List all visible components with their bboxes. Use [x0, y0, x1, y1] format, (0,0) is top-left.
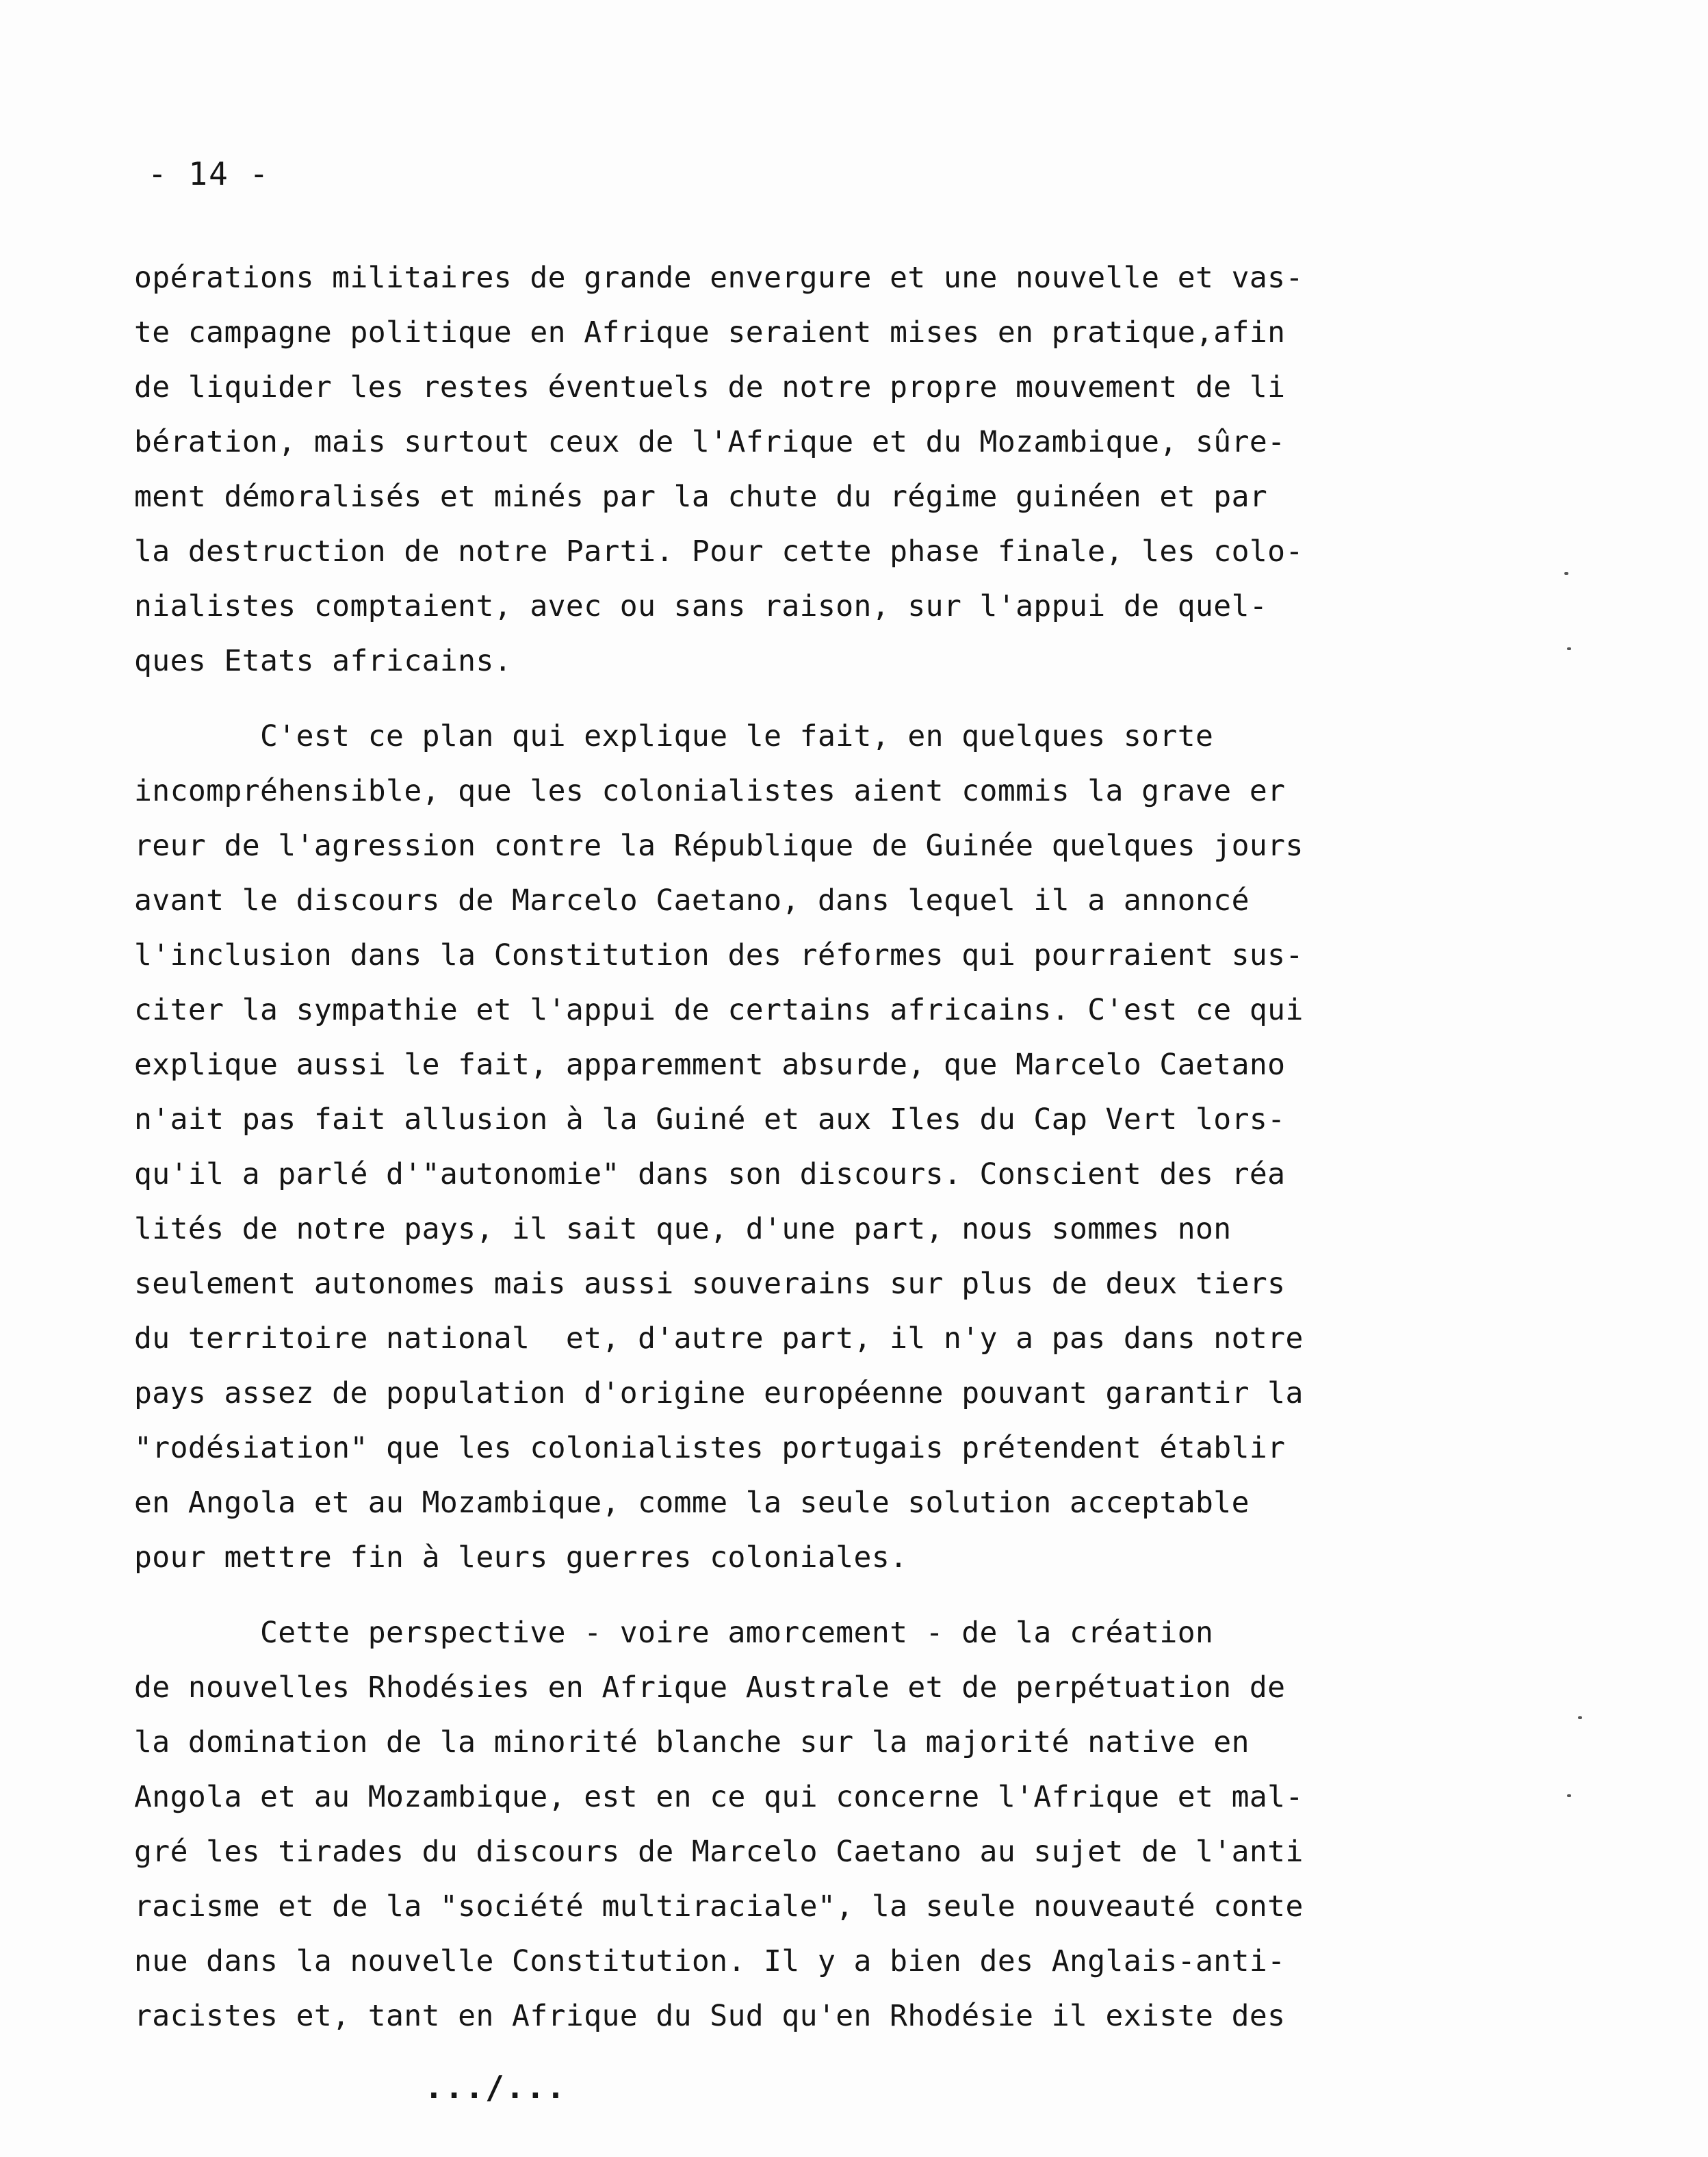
paragraph-3-line-7: nue dans la nouvelle Constitution. Il y a bien des Anglais-anti-	[134, 1944, 1286, 1978]
paragraph-2-line-12: du territoire national et, d'autre part, il n'y a pas dans notre	[134, 1321, 1304, 1356]
paragraph-3-line-1: Cette perspective - voire amorcement - de la création	[134, 1616, 1214, 1650]
paragraph-2-line-9: qu'il a parlé d'"autonomie" dans son discours. Conscient des réa	[134, 1157, 1286, 1191]
paragraph-1-line-6: la destruction de notre Parti. Pour cette phase finale, les colo-	[134, 534, 1304, 569]
paragraph-1-line-8: ques Etats africains.	[134, 644, 513, 678]
paragraph-1-line-5: ment démoralisés et minés par la chute du régime guinéen et par	[134, 480, 1268, 514]
paragraph-1-line-3: de liquider les restes éventuels de notre propre mouvement de li	[134, 370, 1286, 404]
page-number: - 14 -	[148, 155, 270, 192]
paragraph-3-line-5: gré les tirades du discours de Marcelo Caetano au sujet de l'anti	[134, 1835, 1304, 1869]
paragraph-2-line-2: incompréhensible, que les colonialistes aient commis la grave er	[134, 774, 1286, 808]
scan-speck	[1567, 1794, 1571, 1797]
scan-speck	[1567, 647, 1571, 650]
paragraph-2-line-8: n'ait pas fait allusion à la Guiné et aux Iles du Cap Vert lors-	[134, 1102, 1286, 1137]
paragraph-2-line-16: pour mettre fin à leurs guerres coloniales.	[134, 1540, 908, 1575]
scan-speck	[1578, 1716, 1582, 1719]
paragraph-1-line-1: opérations militaires de grande envergure et une nouvelle et vas-	[134, 261, 1304, 295]
paragraph-3-line-6: racisme et de la "société multiraciale", la seule nouveauté conte	[134, 1889, 1304, 1924]
paragraph-2-line-15: en Angola et au Mozambique, comme la seule solution acceptable	[134, 1486, 1250, 1520]
paragraph-3-line-2: de nouvelles Rhodésies en Afrique Australe et de perpétuation de	[134, 1670, 1286, 1705]
paragraph-2-line-10: lités de notre pays, il sait que, d'une part, nous sommes non	[134, 1212, 1232, 1246]
paragraph-1-line-7: nialistes comptaient, avec ou sans raison, sur l'appui de quel-	[134, 589, 1268, 623]
paragraph-3-line-4: Angola et au Mozambique, est en ce qui concerne l'Afrique et mal-	[134, 1780, 1304, 1814]
paragraph-2-line-3: reur de l'agression contre la République de Guinée quelques jours	[134, 829, 1304, 863]
paragraph-2-line-13: pays assez de population d'origine européenne pouvant garantir la	[134, 1376, 1304, 1410]
paragraph-1-line-4: bération, mais surtout ceux de l'Afrique et du Mozambique, sûre-	[134, 425, 1286, 459]
paragraph-3-line-8: racistes et, tant en Afrique du Sud qu'en Rhodésie il existe des	[134, 1999, 1286, 2033]
paragraph-2-line-7: explique aussi le fait, apparemment absurde, que Marcelo Caetano	[134, 1048, 1286, 1082]
paragraph-1-line-2: te campagne politique en Afrique seraient mises en pratique,afin	[134, 315, 1286, 350]
continuation-marker: .../...	[424, 2069, 567, 2106]
paragraph-2-line-11: seulement autonomes mais aussi souverains sur plus de deux tiers	[134, 1267, 1286, 1301]
paragraph-2-line-4: avant le discours de Marcelo Caetano, dans lequel il a annoncé	[134, 883, 1250, 918]
scan-speck	[1564, 572, 1568, 575]
paragraph-2-line-5: l'inclusion dans la Constitution des réformes qui pourraient sus-	[134, 938, 1304, 972]
paragraph-2-line-1: C'est ce plan qui explique le fait, en quelques sorte	[134, 719, 1214, 753]
paragraph-3-line-3: la domination de la minorité blanche sur la majorité native en	[134, 1725, 1250, 1759]
paragraph-2-line-14: "rodésiation" que les colonialistes portugais prétendent établir	[134, 1431, 1286, 1465]
paragraph-2-line-6: citer la sympathie et l'appui de certains africains. C'est ce qui	[134, 993, 1304, 1027]
